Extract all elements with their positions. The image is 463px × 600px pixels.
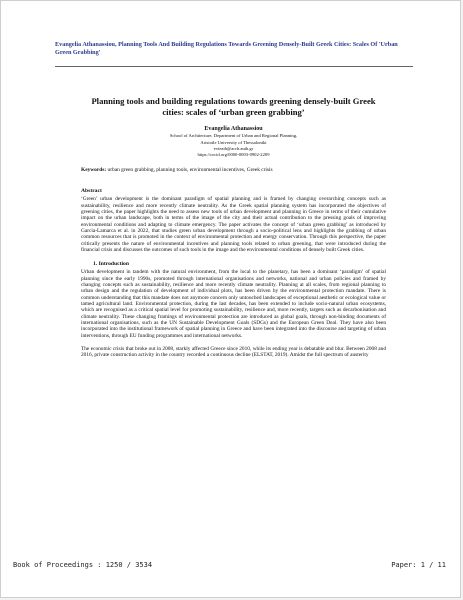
author-name: Evangelia Athanassiou	[204, 126, 263, 132]
running-header: Evangelia Athanassiou, Planning Tools And Building Regulations Towards Greening Densely-Built Greek Cities: Scales Of 'Urban Green Grabbing'	[55, 41, 398, 56]
author-orcid: https://orcid.org/0000-0003-0902-2209	[197, 152, 270, 158]
abstract-text: ‘Green’ urban development is the dominant paradigm of spatial planning and is framed by changing overarching concepts such as sustainability, resilience and more recently climate neutrality. As the Greek spatial planning system has incorporated the objectives of greening cities, the paper highlights the need to assess new tools of urban development and planning in Greece in terms of their cumulative impact on the urban landscape, both in terms of the image of the city and their actual contribution to the pressing goals of improving environmental conditions and adapting to climate emergency. The paper activates the concept of ‘urban green grabbing’ as introduced by Garcia-Lamarca et al. in 2022, that studies green urban development through a socio-political lens and highlights the grabbing of urban common resources that is promoted in the context of environmental protection and energy conservation. Through this perspective, the paper critically presents the nature of environmental incentives and planning tools related to urban greening, that were introduced during the financial crisis and discusses the outcomes of such tools in the image and the environmental conditions of densely built Greek cities.	[81, 196, 386, 253]
paper-body	[81, 96, 386, 359]
footer-book-page: Book of Proceedings : 1250 / 3534	[13, 561, 153, 569]
footer-paper-page: Paper: 1 / 11	[391, 561, 446, 569]
author-affiliation-2: Aristotle University of Thessaloniki	[200, 139, 267, 145]
author-email: evieath@arch.auth.gr	[213, 145, 254, 151]
introduction-paragraph-1: Urban development in tandem with the natural environment, from the local to the planetary, has been a dominant ‘paradigm’ of spatial planning since the early 1990s, promoted through international organisations and networks, national and urban policies and framed by changing concepts such as sustainability, resilience and more recently climate neutrality. Planning at all scales, from regional planning to urban design and the regulation of development of individual plots, has been driven by the environmental protection mandate. There is common understanding that this mandate does not anymore concern only untouched landscapes of exceptional aesthetic or ecological value or tamed agricultural land. Environmental protection, during the last decades, has been extended to include socio-natural urban ecosystems, which are recognised as a critical spatial level for promoting sustainability, resilience and, more recently, targets such as decarbonisation and climate neutrality. These changing framings of environmental protection are introduced as global goals, through non-binding documents of international organisations, such as the UN Sustainable Development Goals (SDGs) and the European Green Deal. They have also been incorporated into the institutional framework of spatial planning in Greece and have been integrated into the discourse and targeting of urban interventions, through EU funding programmes and international networks.	[81, 269, 386, 339]
abstract-heading: Abstract	[81, 188, 102, 195]
author-affiliation-1: School of Architecture, Department of Urban and Regional Planning,	[169, 133, 298, 139]
paper-title: Planning tools and building regulations towards greening densely-built Greek cities: scales of ‘urban green grabbing’	[91, 96, 376, 117]
keywords-label: Keywords:	[81, 167, 107, 174]
introduction-heading: 1. Introduction	[93, 261, 129, 268]
paragraph-gap	[81, 339, 386, 345]
header-divider	[55, 66, 413, 67]
introduction-paragraph-2: The economic crisis that broke out in 2008, starkly affected Greece since 2010, while its ending year is debatable and blur. Between 2008 and 2016, private construction activity in the country recorded a continuous decline (ELSTAT, 2019). Amidst the full spectrum of austerity	[81, 346, 386, 359]
keywords-line	[81, 167, 386, 174]
keywords-text: urban green grabbing, planning tools, environmental incentives, Greek crisis	[106, 167, 273, 174]
